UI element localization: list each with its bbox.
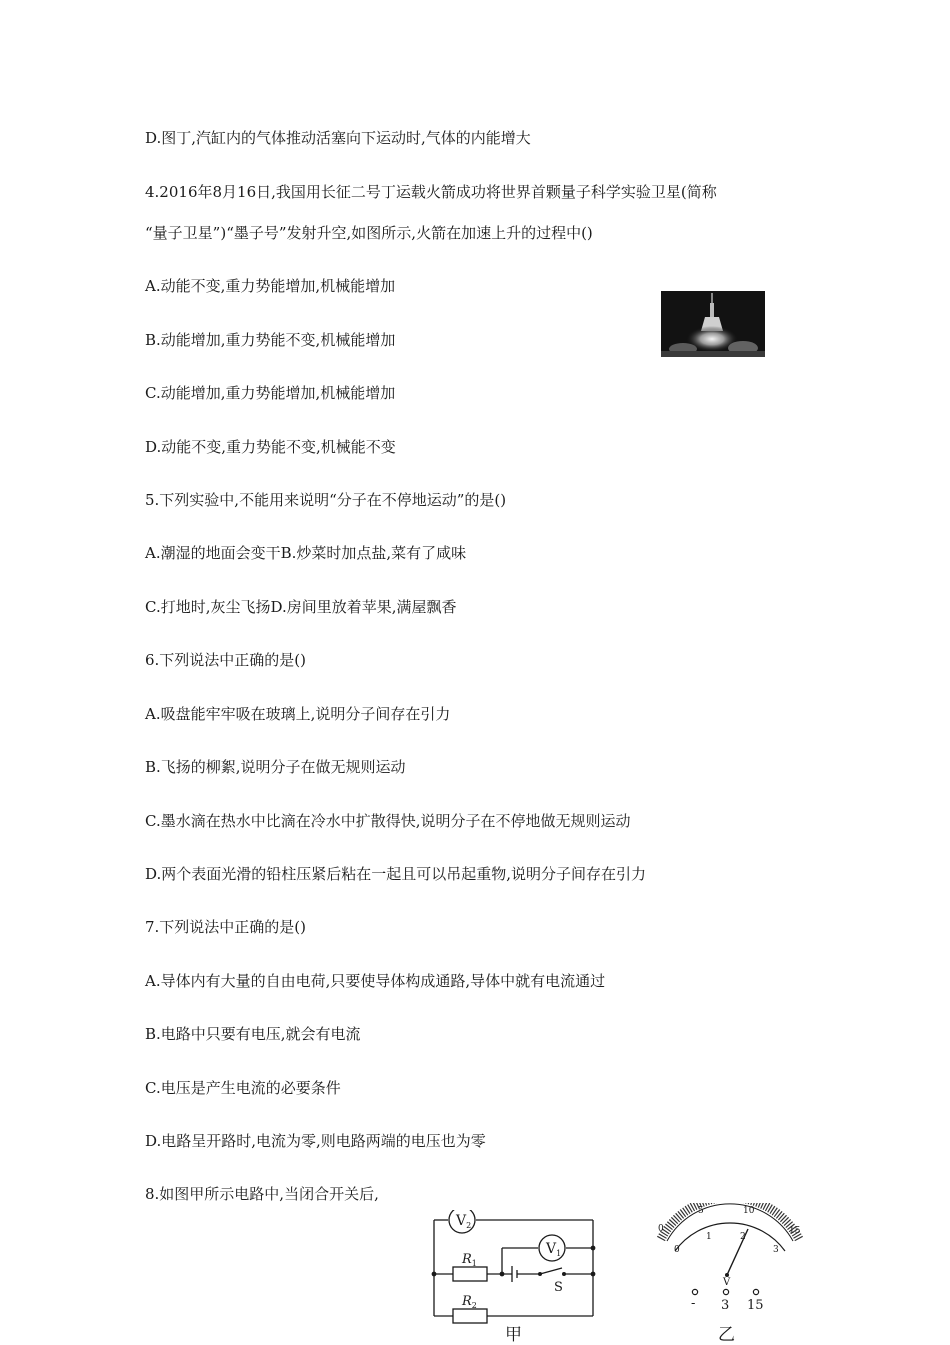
question-5-options-cd: C.打地时,灰尘飞扬D.房间里放着苹果,满屋飘香 — [145, 598, 457, 616]
dial-outer-10: 10 — [743, 1206, 755, 1216]
question-6-option-a: A.吸盘能牢牢吸在玻璃上,说明分子间存在引力 — [145, 705, 451, 723]
question-5-stem: 5.下列实验中,不能用来说明“分子在不停地运动”的是() — [145, 491, 507, 509]
question-6-option-c: C.墨水滴在热水中比滴在冷水中扩散得快,说明分子在不停地做无规则运动 — [145, 812, 631, 830]
rocket-launch-photo — [661, 291, 765, 357]
figure-yi-caption: 乙 — [718, 1325, 735, 1345]
voltmeter-dial — [655, 1203, 805, 1315]
dial-inner-0: 0 — [674, 1245, 680, 1255]
question-7-option-b: B.电路中只要有电压,就会有电流 — [145, 1025, 361, 1043]
question-6-option-d: D.两个表面光滑的铅柱压紧后粘在一起且可以吊起重物,说明分子间存在引力 — [145, 865, 647, 883]
switch-s-label: S — [554, 1280, 563, 1295]
question-7-option-c: C.电压是产生电流的必要条件 — [145, 1079, 341, 1097]
dial-inner-2: 2 — [740, 1232, 746, 1242]
resistor-r2-label: $R_2$ — [462, 1294, 477, 1310]
question-4-option-c: C.动能增加,重力势能增加,机械能增加 — [145, 384, 396, 402]
question-7-option-d: D.电路呈开路时,电流为零,则电路两端的电压也为零 — [145, 1132, 486, 1150]
circuit-diagram — [430, 1210, 600, 1328]
question-6-option-b: B.飞扬的柳絮,说明分子在做无规则运动 — [145, 758, 406, 776]
voltmeter-v1-label: $V_1$ — [546, 1241, 562, 1258]
question-4-stem-line-1: 4.2016年8月16日,我国用长征二号丁运载火箭成功将世界首颗量子科学实验卫星(简称 — [145, 183, 717, 201]
question-4-option-b: B.动能增加,重力势能不变,机械能增加 — [145, 331, 396, 349]
dial-inner-3: 3 — [773, 1245, 779, 1255]
question-7-stem: 7.下列说法中正确的是() — [145, 918, 307, 936]
dial-outer-0: 0 — [658, 1224, 664, 1234]
voltmeter-v2-label: $V_2$ — [456, 1213, 472, 1230]
terminal-15: 15 — [747, 1298, 764, 1313]
question-8-stem: 8.如图甲所示电路中,当闭合开关后, — [145, 1185, 379, 1203]
question-7-option-a: A.导体内有大量的自由电荷,只要使导体构成通路,导体中就有电流通过 — [145, 972, 606, 990]
dial-outer-15: 15 — [789, 1226, 801, 1236]
question-4-stem-line-2: “量子卫星”)“墨子号”发射升空,如图所示,火箭在加速上升的过程中() — [145, 224, 593, 242]
question-6-stem: 6.下列说法中正确的是() — [145, 651, 307, 669]
dial-inner-1: 1 — [706, 1232, 712, 1242]
question-5-options-ab: A.潮湿的地面会变干B.炒菜时加点盐,菜有了咸味 — [145, 544, 467, 562]
dial-outer-5: 5 — [698, 1206, 704, 1216]
question-4-option-a: A.动能不变,重力势能增加,机械能增加 — [145, 277, 396, 295]
question-4-option-d: D.动能不变,重力势能不变,机械能不变 — [145, 438, 396, 456]
figure-jia-caption: 甲 — [505, 1325, 522, 1345]
resistor-r1-label: $R_1$ — [462, 1252, 477, 1268]
dial-unit-label: V — [723, 1277, 731, 1288]
terminal-negative: - — [691, 1296, 696, 1311]
terminal-3: 3 — [721, 1298, 730, 1313]
question-3-option-d: D.图丁,汽缸内的气体推动活塞向下运动时,气体的内能增大 — [145, 129, 531, 147]
